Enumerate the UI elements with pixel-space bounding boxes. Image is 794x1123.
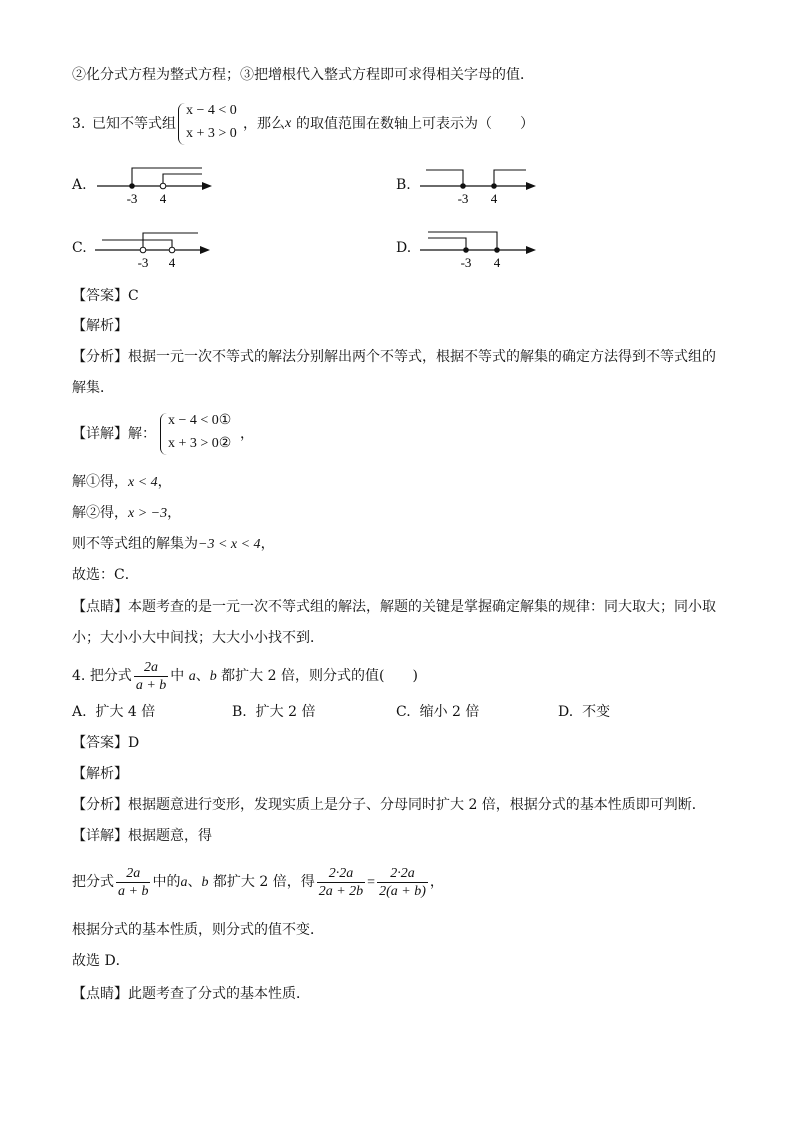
q4-option-c[interactable] xyxy=(396,702,479,722)
q4-option-a-text: 扩大 4 倍 xyxy=(95,704,156,720)
q3-number: 3. xyxy=(72,116,86,132)
q4-frac-num: 2a xyxy=(134,659,168,677)
q4-calc-frac1-num: 2a xyxy=(116,865,150,883)
q4-answer-value: D xyxy=(128,735,140,751)
q4-fenxi-text: 根据题意进行变形，发现实质上是分子、分母同时扩大 2 倍，根据分式的基本性质即可判断． xyxy=(128,797,706,813)
q3-prefix: 已知不等式组 xyxy=(92,116,176,132)
q3-detail-prefix: 解： xyxy=(128,426,156,442)
q3-option-d-label[interactable]: D. xyxy=(396,240,412,256)
q3-choose: 故选：C． xyxy=(72,567,139,583)
q4-option-d-label: D. xyxy=(558,704,574,720)
q3-answer xyxy=(72,286,139,306)
intro-line: ②化分式方程为整式方程；③把增根代入整式方程即可求得相关字母的值． xyxy=(72,67,534,83)
q3-option-a-label[interactable]: A. xyxy=(72,177,87,193)
q4-option-c-text: 缩小 2 倍 xyxy=(419,704,480,720)
q4-option-b-label: B. xyxy=(232,704,247,720)
q4-analysis-tag: 【解析】 xyxy=(72,766,128,782)
q3-option-c-label[interactable]: C. xyxy=(72,240,87,256)
q4-calc-frac3-den: 2(a + b) xyxy=(379,883,426,899)
q3-fenxi-tag: 【分析】 xyxy=(72,349,128,365)
q4-choose: 故选 D． xyxy=(72,953,130,969)
q3a-open-dot xyxy=(160,183,166,189)
q3-detail-brace xyxy=(160,413,167,455)
q4-suffix: 都扩大 2 倍，则分式的值( ) xyxy=(221,668,418,684)
q4-var-a: a xyxy=(188,669,196,684)
q3-comment-text1: 本题考查的是一元一次不等式组的解法，解题的关键是掌握确定解集的规律：同大取大；同小取 xyxy=(128,599,716,615)
q3-step1-end: ， xyxy=(157,474,172,490)
q3-step3-end: ， xyxy=(260,536,275,552)
q4-var-b: b xyxy=(209,669,217,684)
q3d-tick-left: -3 xyxy=(460,255,472,270)
q4-calc-line xyxy=(72,862,444,903)
q4-calc-prefix: 把分式 xyxy=(72,874,114,890)
q3-suffix: 的取值范围在数轴上可表示为（ ） xyxy=(296,116,534,132)
q3-comment-tag: 【点睛】 xyxy=(72,599,128,615)
q3-step2-math: x > −3 xyxy=(128,506,168,521)
q4-fenxi-tag: 【分析】 xyxy=(72,797,128,813)
q3-step3 xyxy=(72,534,275,555)
q4-calc-after: 都扩大 2 倍，得 xyxy=(212,874,315,890)
q4-fenxi xyxy=(72,795,706,815)
q3-step2-text: 解②得， xyxy=(72,505,128,521)
q3-fenxi-line2: 解集． xyxy=(72,380,114,396)
q3-option-b-numberline[interactable] xyxy=(414,158,544,208)
q3-answer-value: C xyxy=(128,288,139,304)
q3a-solid-dot xyxy=(129,183,135,189)
q4-comment-tag: 【点睛】 xyxy=(72,986,128,1002)
q4-calc-frac3 xyxy=(377,865,428,900)
q3-step2 xyxy=(72,503,181,524)
q4-detail-tag: 【详解】 xyxy=(72,828,128,844)
q4-calc-frac2-num: 2·2a xyxy=(317,865,365,883)
q3a-tick-left: -3 xyxy=(126,191,138,206)
q3-option-a-numberline[interactable] xyxy=(90,158,220,208)
q3-analysis-tag: 【解析】 xyxy=(72,318,128,334)
q4-conclusion: 根据分式的基本性质，则分式的值不变． xyxy=(72,922,324,938)
q3a-tick-right: 4 xyxy=(159,191,167,206)
q3-comment-line2: 小；大小小大中间找；大大小小找不到． xyxy=(72,630,324,646)
q3-step3-math: −3 < x < 4 xyxy=(198,537,261,552)
q3-step1-text: 解①得， xyxy=(72,474,128,490)
q4-calc-frac1-den: a + b xyxy=(118,883,149,899)
q4-option-d-text: 不变 xyxy=(582,704,611,720)
q4-answer xyxy=(72,733,139,753)
q4-fraction xyxy=(134,659,168,694)
q4-detail xyxy=(72,826,212,846)
q3-mid: ，那么 xyxy=(243,116,285,132)
q3-system-brace xyxy=(178,103,185,145)
q4-stem xyxy=(72,656,418,697)
q3-option-b-label[interactable]: B. xyxy=(396,177,411,193)
q4-number: 4. xyxy=(72,668,86,684)
q4-option-b-text: 扩大 2 倍 xyxy=(255,704,316,720)
q4-mid: 中 xyxy=(170,668,185,684)
q3d-tick-right: 4 xyxy=(493,255,501,270)
q3b-solid-dot xyxy=(460,183,466,189)
q3-step1 xyxy=(72,472,172,493)
q3-detail-sys2: x + 3 > 0② xyxy=(168,436,232,451)
q4-option-d[interactable] xyxy=(558,702,610,722)
q4-sep: 、 xyxy=(195,668,210,684)
q3d-solid-dot-2 xyxy=(494,247,500,253)
q3c-tick-left: -3 xyxy=(137,255,149,270)
q4-calc-frac1 xyxy=(116,865,150,900)
q4-calc-var-b: b xyxy=(201,875,209,890)
q4-calc-mid: 中的 xyxy=(152,874,181,890)
q3-fenxi-text1: 根据一元一次不等式的解法分别解出两个不等式，根据不等式的解集的确定方法得到不等式组的 xyxy=(128,349,716,365)
q3-system-line1: x − 4 < 0 xyxy=(186,103,237,118)
q4-calc-frac2-den: 2a + 2b xyxy=(318,883,364,899)
q4-option-a[interactable] xyxy=(72,702,155,722)
q3-step1-math: x < 4 xyxy=(128,475,158,490)
q3-comment-line1 xyxy=(72,597,716,617)
q4-detail-text: 根据题意，得 xyxy=(128,828,212,844)
q3b-solid-dot-2 xyxy=(491,183,497,189)
q3-var: x xyxy=(285,116,292,131)
q3-detail-comma: ， xyxy=(240,426,254,442)
q4-comment xyxy=(72,984,310,1004)
q3-detail-sys1: x − 4 < 0① xyxy=(168,413,232,428)
q3b-tick-left: -3 xyxy=(457,191,469,206)
q4-calc-frac2 xyxy=(317,865,365,900)
q3c-tick-right: 4 xyxy=(168,255,176,270)
q3-fenxi-line1 xyxy=(72,347,716,367)
q3-detail-tag: 【详解】 xyxy=(72,426,128,442)
q3c-open-dot xyxy=(140,247,146,253)
q4-answer-tag: 【答案】 xyxy=(72,735,128,751)
q3-step3-text: 则不等式组的解集为 xyxy=(72,536,198,552)
q4-calc-eq: = xyxy=(367,875,376,890)
q3d-solid-dot xyxy=(463,247,469,253)
q4-option-a-label: A. xyxy=(72,704,87,720)
q4-prefix: 把分式 xyxy=(89,668,132,684)
q3-option-d-numberline[interactable] xyxy=(414,222,544,272)
q3-option-c-numberline[interactable] xyxy=(90,222,220,272)
q4-calc-sep: 、 xyxy=(187,874,202,890)
q3-answer-tag: 【答案】 xyxy=(72,288,128,304)
q3-step2-end: ， xyxy=(167,505,182,521)
q3-system-line2: x + 3 > 0 xyxy=(186,126,237,141)
q4-calc-var-a: a xyxy=(180,875,188,890)
q4-frac-den: a + b xyxy=(135,677,167,693)
q4-calc-frac3-num: 2·2a xyxy=(377,865,428,883)
q4-option-b[interactable] xyxy=(232,702,315,722)
q3b-tick-right: 4 xyxy=(490,191,498,206)
q4-option-c-label: C. xyxy=(396,704,411,720)
q3c-open-dot-2 xyxy=(169,247,175,253)
q4-comment-text: 此题考查了分式的基本性质． xyxy=(128,986,310,1002)
q4-calc-end: ， xyxy=(429,874,444,890)
